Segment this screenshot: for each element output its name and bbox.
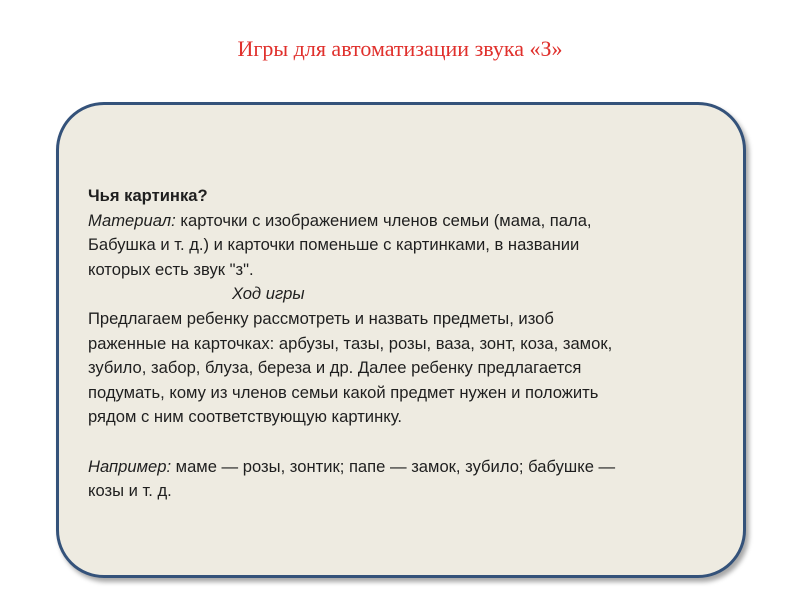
body-line-4: подумать, кому из членов семьи какой предмет нужен и положить bbox=[88, 382, 599, 402]
game-description bbox=[88, 184, 728, 504]
body-line-2: раженные на карточках: арбузы, тазы, розы, ваза, зонт, коза, замок, bbox=[88, 333, 613, 353]
material-line-2: Бабушка и т. д.) и карточки поменьше с картинками, в названии bbox=[88, 235, 580, 255]
body-line-3: зубило, забор, блуза, береза и др. Далее ребенку предлагается bbox=[88, 358, 582, 378]
material-line-3: которых есть звук "з". bbox=[88, 259, 254, 279]
game-name: Чья картинка? bbox=[88, 186, 208, 205]
material-line-1 bbox=[88, 209, 728, 234]
material-text-1: карточки с изображением членов семьи (мама, пала, bbox=[175, 210, 592, 230]
example-line-1 bbox=[88, 455, 728, 480]
example-label: Например: bbox=[88, 456, 172, 476]
course-heading: Ход игры bbox=[232, 284, 305, 304]
blank-line bbox=[88, 430, 728, 455]
slide-title: Игры для автоматизации звука «З» bbox=[237, 36, 563, 61]
example-text-1: маме — розы, зонтик; папе — замок, зубило; бабушке — bbox=[171, 456, 616, 476]
example-line-2: козы и т. д. bbox=[88, 481, 172, 501]
body-line-5: рядом с ним соответствующую картинку. bbox=[88, 407, 402, 427]
body-line-1: Предлагаем ребенку рассмотреть и назвать предметы, изоб bbox=[88, 308, 554, 328]
material-label: Материал: bbox=[88, 210, 176, 230]
